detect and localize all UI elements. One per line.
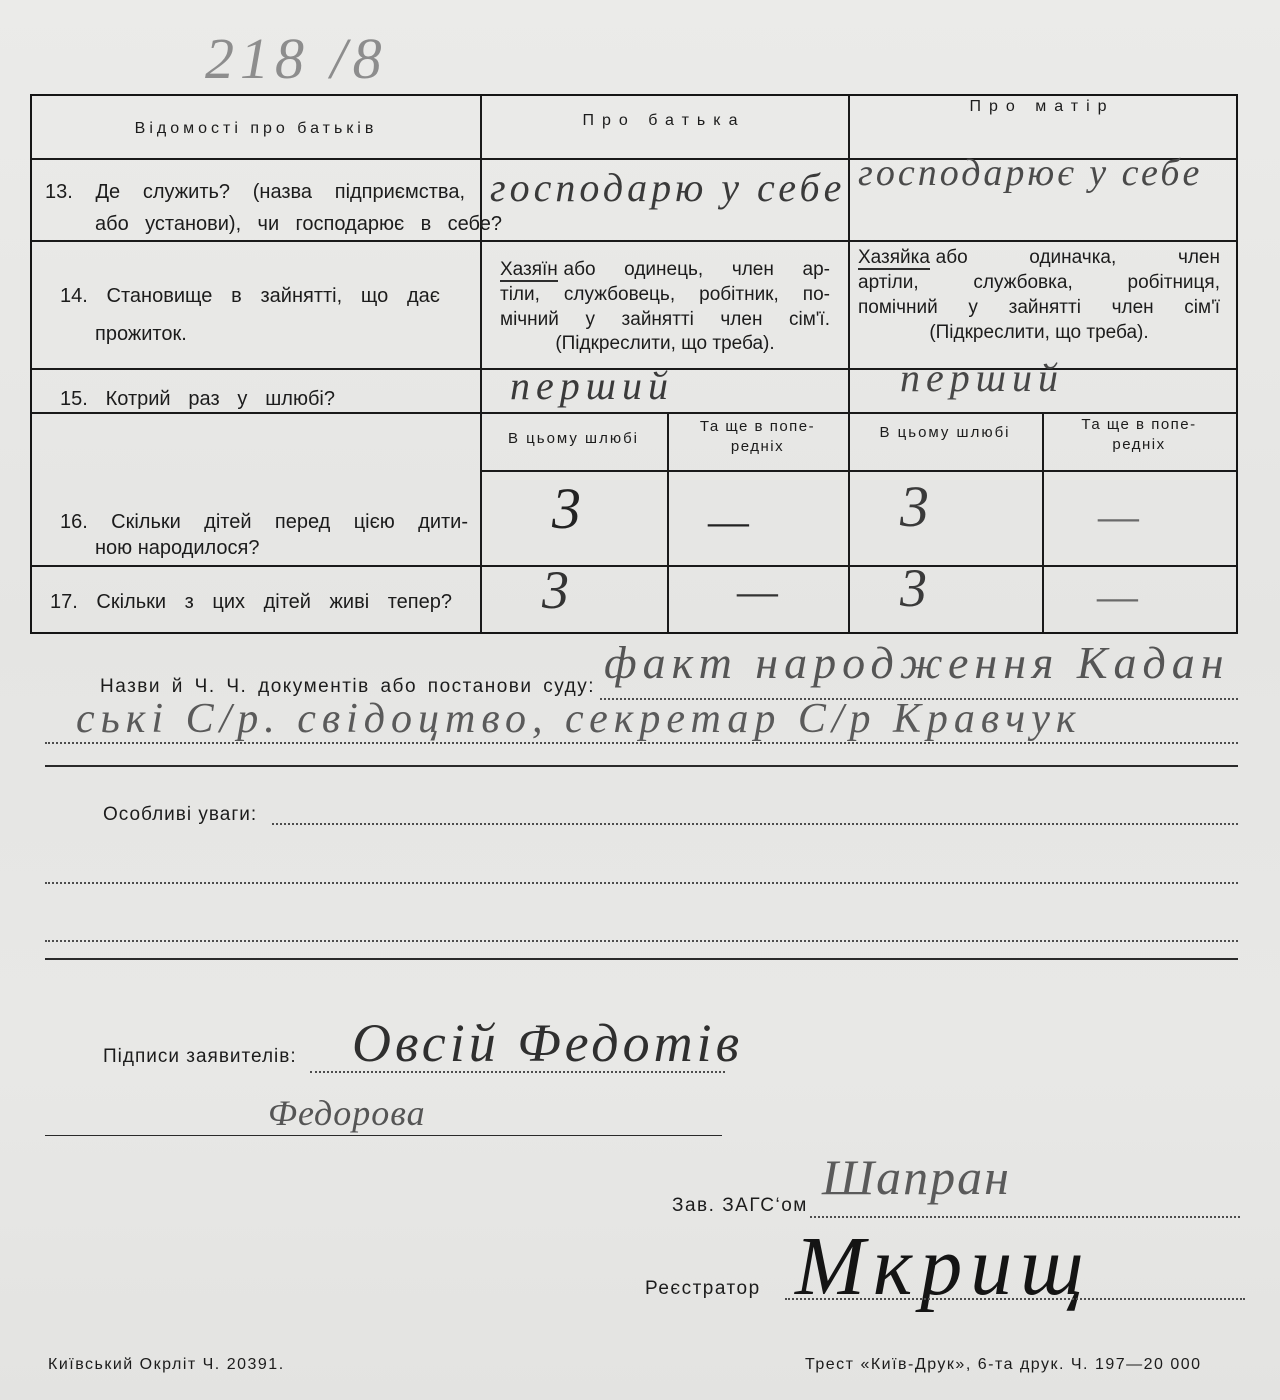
row16-mother-previous-header-line-1: Та ще в попе- xyxy=(1081,416,1197,433)
row15-question: 15. Котрий раз у шлюбі? xyxy=(60,388,335,410)
row-divider xyxy=(32,412,1236,414)
row16-father-current-header: В цьому шлюбі xyxy=(507,430,640,447)
row14-father-line-4: (Підкреслити, що треба). xyxy=(555,333,775,354)
row14-mother-line-4: (Підкреслити, що треба). xyxy=(929,322,1149,343)
column-divider xyxy=(848,96,850,632)
row15-mother-answer: перший xyxy=(900,355,1064,400)
header-father-label: Про батька xyxy=(582,112,746,129)
row16-question-line-2: ною народилося? xyxy=(95,537,260,559)
footer-printer-right: Трест «Київ-Друк», 6-та друк. Ч. 197—20 000 xyxy=(805,1356,1202,1373)
special-notes-dotted-line xyxy=(45,940,1238,942)
special-notes-dotted-line xyxy=(272,823,1238,825)
row14-mother-underlined-option: Хазяйка xyxy=(858,247,930,268)
row16-mother-current-value: 3 xyxy=(900,474,929,539)
row17-father-current-value: 3 xyxy=(542,560,569,620)
row-divider xyxy=(32,565,1236,567)
zags-head-label: Зав. ЗАГС‘ом xyxy=(672,1195,808,1216)
special-notes-label: Особливі уваги: xyxy=(103,804,258,825)
row14-question-line-2: прожиток. xyxy=(95,323,187,345)
row14-question-line-1: 14. Становище в зайнятті, що дає xyxy=(60,285,440,307)
row13-question-line-2: або установи), чи господарює в себе? xyxy=(95,213,502,235)
row13-question-line-1: 13. Де служить? (назва підприємства, xyxy=(45,181,465,203)
row14-mother-text: або одиначка, член xyxy=(935,247,1220,268)
court-documents-handwriting-line-1: факт народження Кадан xyxy=(604,637,1230,688)
applicants-signature-dotted-line xyxy=(310,1071,725,1073)
row14-father-underlined-option: Хазяїн xyxy=(500,259,558,280)
row17-mother-previous-value: — xyxy=(1097,570,1138,621)
row14-mother-line-1 xyxy=(858,246,1220,269)
applicant-signature-1: Овсій Федотів xyxy=(352,1013,744,1073)
section-divider-line xyxy=(45,765,1238,767)
row16-father-previous-header-line-2: редніх xyxy=(730,438,785,455)
header-mother-label: Про матір xyxy=(969,98,1115,115)
registrar-signature: Мкрищ xyxy=(795,1220,1092,1313)
row13-father-answer: господарю у себе xyxy=(490,165,846,210)
row13-mother-answer: господарює у себе xyxy=(858,152,1203,194)
row14-mother-line-3: помічний у зайнятті член сім'ї xyxy=(858,297,1220,318)
row16-father-current-value: 3 xyxy=(552,476,581,541)
row16-father-previous-header-line-1: Та ще в попе- xyxy=(699,418,816,435)
applicant-signature-2: Федорова xyxy=(268,1093,426,1133)
row14-mother-line-2: артіли, службовка, робітниця, xyxy=(858,272,1220,293)
subheader-divider xyxy=(480,470,1236,472)
section-divider-line xyxy=(45,958,1238,960)
row17-mother-current-value: 3 xyxy=(900,558,927,618)
zags-head-dotted-line xyxy=(810,1216,1240,1218)
archive-note-pencil: 218 /8 xyxy=(205,26,388,91)
row-divider xyxy=(32,240,1236,242)
column-divider xyxy=(480,96,482,632)
court-documents-handwriting-line-2: ські С/р. свідоцтво, секретар С/р Кравчук xyxy=(76,696,1082,742)
row16-question-line-1: 16. Скільки дітей перед цією дити- xyxy=(60,511,468,533)
zags-head-signature: Шапран xyxy=(822,1149,1011,1205)
footer-printer-left: Київський Окрліт Ч. 20391. xyxy=(48,1356,285,1373)
applicants-signature-line xyxy=(45,1135,722,1136)
court-documents-label: Назви й Ч. Ч. документів або постанови суду: xyxy=(100,676,595,697)
row16-mother-previous-header-line-2: редніх xyxy=(1112,436,1166,453)
row15-father-answer: перший xyxy=(510,363,674,408)
row14-father-text: або одинець, член ар- xyxy=(563,259,830,280)
row17-question: 17. Скільки з цих дітей живі тепер? xyxy=(50,591,452,613)
row17-father-previous-value: — xyxy=(737,565,778,616)
parents-info-table xyxy=(30,94,1238,634)
row14-father-line-2: тіли, службовець, робітник, по- xyxy=(500,284,830,305)
special-notes-dotted-line xyxy=(45,882,1238,884)
applicants-signatures-label: Підписи заявителів: xyxy=(103,1046,297,1067)
registrar-label: Реєстратор xyxy=(645,1278,761,1299)
row16-mother-current-header: В цьому шлюбі xyxy=(879,424,1011,441)
row14-father-line-1 xyxy=(500,258,830,281)
header-info-label: Відомості про батьків xyxy=(134,120,378,137)
court-documents-dotted-line xyxy=(45,742,1238,744)
row14-father-line-3: мічний у зайнятті член сім'ї. xyxy=(500,309,830,330)
registrar-dotted-line xyxy=(785,1298,1245,1300)
row16-father-previous-value: — xyxy=(708,495,749,546)
row16-mother-previous-value: — xyxy=(1098,490,1139,541)
